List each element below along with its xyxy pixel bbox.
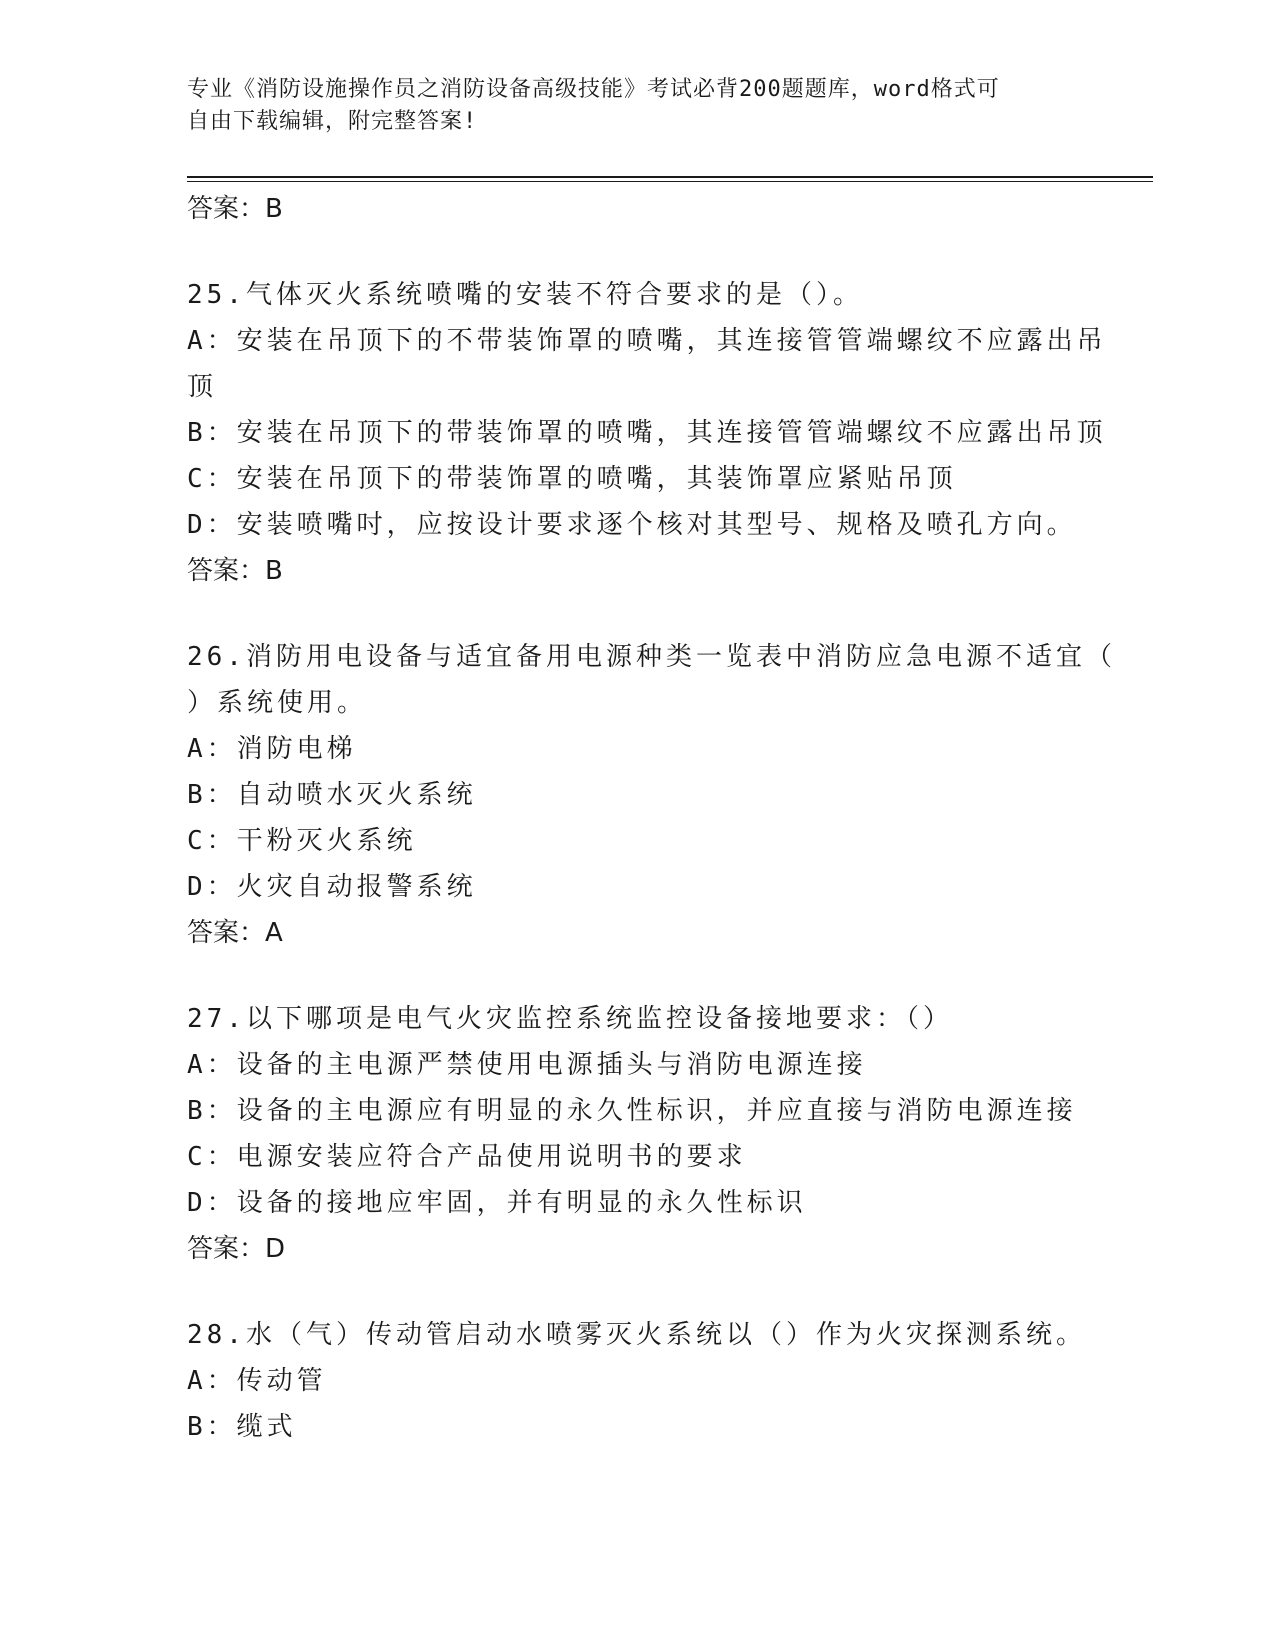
answer-line: 答案：B — [187, 556, 283, 586]
option-d: D：火灾自动报警系统 — [187, 872, 477, 902]
question-block — [187, 634, 1116, 956]
option-a: A：传动管 — [187, 1366, 327, 1396]
option-a: A：消防电梯 — [187, 734, 357, 764]
header-rule-thin — [187, 181, 1153, 182]
header-line: 专业《消防设施操作员之消防设备高级技能》考试必背200题题库，word格式可 — [187, 77, 1000, 102]
answer-line: 答案：A — [187, 918, 283, 948]
option-d: D：安装喷嘴吋，应按设计要求逐个核对其型号、规格及喷孔方向。 — [187, 510, 1077, 540]
question-stem: 26.消防用电设备与适宜备用电源种类一览表中消防应急电源不适宜（ — [187, 642, 1116, 672]
question-block — [187, 272, 1107, 594]
option-c: C：电源安装应符合产品使用说明书的要求 — [187, 1142, 747, 1172]
option-b: B：自动喷水灭火系统 — [187, 780, 477, 810]
document-body — [187, 186, 1116, 1450]
option-c: C：安装在吊顶下的带装饰罩的喷嘴，其装饰罩应紧贴吊顶 — [187, 464, 957, 494]
answer-line: 答案：B — [187, 194, 283, 224]
page-header — [187, 74, 1087, 138]
question-stem: 27.以下哪项是电气火灾监控系统监控设备接地要求：（） — [187, 1004, 953, 1034]
header-line: 自由下载编辑，附完整答案! — [187, 109, 478, 134]
header-rule — [187, 176, 1153, 178]
option-a: A：设备的主电源严禁使用电源插头与消防电源连接 — [187, 1050, 867, 1080]
question-stem-continued: ）系统使用。 — [187, 688, 368, 718]
question-stem: 25.气体灭火系统喷嘴的安装不符合要求的是（）。 — [187, 280, 863, 310]
option-d: D：设备的接地应牢固，并有明显的永久性标识 — [187, 1188, 807, 1218]
option-a: A：安装在吊顶下的不带装饰罩的喷嘴，其连接管管端螺纹不应露出吊 — [187, 326, 1107, 356]
question-stem: 28.水（气）传动管启动水喷雾灭火系统以（）作为火灾探测系统。 — [187, 1320, 1086, 1350]
option-a-continued: 顶 — [187, 372, 218, 402]
option-b: B：缆式 — [187, 1412, 297, 1442]
option-b: B：设备的主电源应有明显的永久性标识，并应直接与消防电源连接 — [187, 1096, 1077, 1126]
answer-line: 答案：D — [187, 1234, 286, 1264]
option-c: C：干粉灭火系统 — [187, 826, 417, 856]
question-block — [187, 996, 1087, 1272]
question-block — [187, 1312, 1087, 1450]
option-b: B：安装在吊顶下的带装饰罩的喷嘴，其连接管管端螺纹不应露出吊顶 — [187, 418, 1107, 448]
